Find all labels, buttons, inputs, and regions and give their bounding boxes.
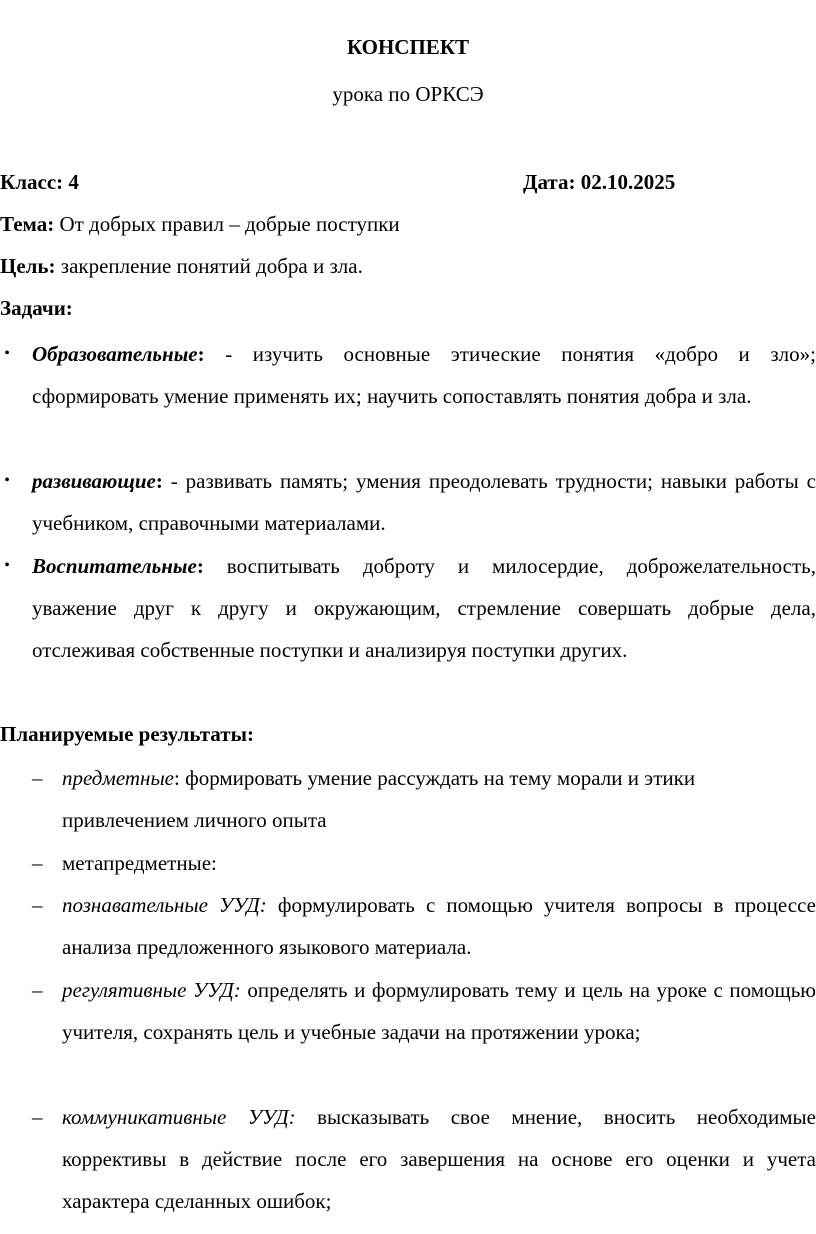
task-item-upbringing: [32, 545, 816, 671]
dash-icon: –: [32, 893, 43, 917]
task-label: Образовательные: [32, 342, 198, 366]
result-text: : формировать умение рассуждать на тему морали и этики привлечением личного опыта: [62, 766, 696, 832]
result-label: предметные: [62, 766, 174, 790]
result-label: познавательные УУД:: [62, 893, 267, 917]
class-label: Класс: 4: [0, 170, 79, 194]
document-title: КОНСПЕКТ: [346, 35, 470, 59]
result-item-metasubject: [62, 842, 816, 884]
result-item-regulatory: [62, 969, 816, 1053]
result-item-subject: [62, 757, 816, 841]
goal-value: закрепление понятий добра и зла.: [55, 254, 363, 278]
result-label: регулятивные УУД:: [62, 978, 241, 1002]
dash-icon: –: [32, 851, 43, 875]
date-label: Дата: 02.10.2025: [523, 170, 676, 194]
bullet-icon: •: [4, 472, 10, 489]
dash-icon: –: [32, 766, 43, 790]
bullet-icon: •: [4, 345, 10, 362]
dash-icon: –: [32, 1105, 43, 1129]
task-text: воспитывать доброту и милосердие, доброжелательность, уважение друг к другу и окружающим, стремление совершать добрые дела, отслеживая собственные поступки и анализируя поступки других.: [32, 554, 816, 662]
task-colon: :: [196, 554, 204, 578]
goal-line: [0, 252, 363, 280]
task-text: - изучить основные этические понятия «добро и зло»; сформировать умение применять их; научить сопоставлять понятия добра и зла.: [32, 342, 816, 408]
task-label: Воспитательные: [32, 554, 197, 578]
result-text: высказывать свое мнение, вносить необходимые коррективы в действие после его завершения на основе его оценки и учета характера сделанных ошибок;: [62, 1105, 816, 1213]
result-item-cognitive: [62, 884, 816, 968]
task-label: развивающие: [32, 469, 156, 493]
topic-line: [0, 210, 400, 238]
bullet-icon: •: [4, 557, 10, 574]
dash-icon: –: [32, 978, 43, 1002]
task-text: - развивать память; умения преодолевать трудности; навыки работы с учебником, справочными материалами.: [32, 469, 816, 535]
task-item-educational: [32, 333, 816, 417]
task-item-developing: [32, 460, 816, 544]
result-text: формулировать с помощью учителя вопросы в процессе анализа предложенного языкового материала.: [62, 893, 816, 959]
topic-label: Тема:: [0, 212, 55, 236]
document-subtitle: урока по ОРКСЭ: [332, 82, 484, 106]
topic-value: От добрых правил – добрые поступки: [54, 212, 400, 236]
task-colon: :: [197, 342, 205, 366]
goal-label: Цель:: [0, 254, 56, 278]
result-text: метапредметные:: [62, 851, 217, 875]
result-text: определять и формулировать тему и цель на уроке с помощью учителя, сохранять цель и учебные задачи на протяжении урока;: [62, 978, 816, 1044]
result-label: коммуникативные УУД:: [62, 1105, 296, 1129]
tasks-heading: Задачи:: [0, 296, 73, 320]
results-heading: Планируемые результаты:: [0, 722, 254, 746]
result-item-communicative: [62, 1096, 816, 1222]
task-colon: :: [155, 469, 163, 493]
